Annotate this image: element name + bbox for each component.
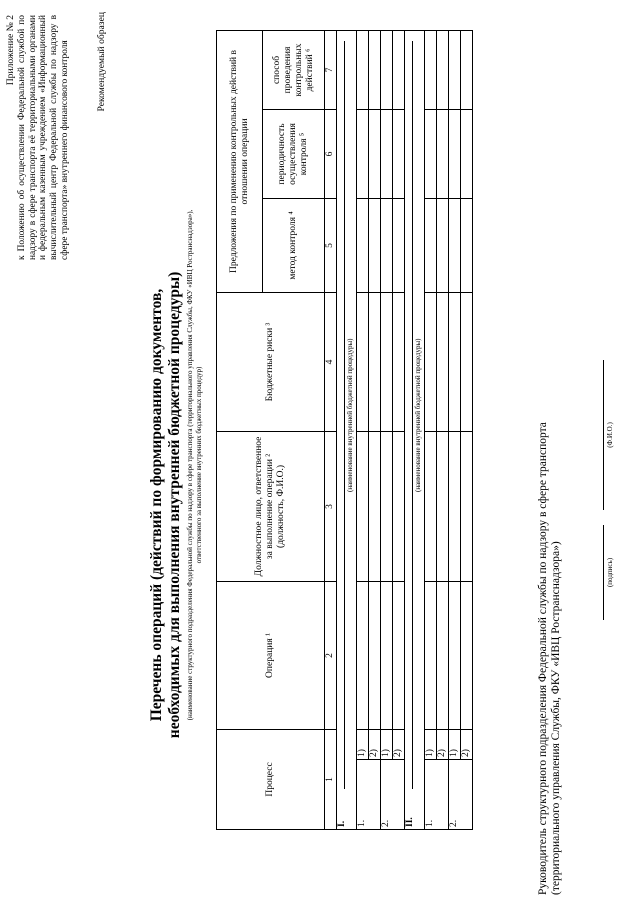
operation-label: 1) bbox=[425, 729, 437, 759]
signatory-title bbox=[537, 335, 563, 895]
header-row-top bbox=[217, 30, 263, 829]
header-proposals: Предложения по применению контрольных действий в отношении операции bbox=[217, 30, 263, 292]
header-risks: Бюджетные риски ³ bbox=[217, 292, 325, 431]
operation-label: 2) bbox=[393, 729, 405, 759]
col-number: 4 bbox=[325, 292, 337, 431]
col-number: 3 bbox=[325, 431, 337, 581]
process-label: 1. bbox=[425, 800, 449, 830]
title-line-2: необходимых для выполнения внутренней бюджетной процедуры) bbox=[166, 271, 183, 739]
signatory-line-2: (территориального управления Службы, ФКУ «ИВЦ Ространснадзора») bbox=[550, 541, 562, 895]
header-way: способ проведения контрольных действий ⁶ bbox=[263, 30, 325, 109]
table-row bbox=[437, 30, 449, 829]
operation-label: 2) bbox=[437, 729, 449, 759]
header-periodicity: периодичность осуществления контроля ⁵ bbox=[263, 109, 325, 198]
process-label: 1. bbox=[357, 800, 381, 830]
header-operation: Операция ¹ bbox=[217, 581, 325, 729]
name-caption: (Ф.И.О.) bbox=[606, 422, 614, 448]
column-numbers-row bbox=[325, 30, 337, 829]
signatory-line-1: Руководитель структурного подразделения Федеральной службы по надзору в сфере транспорта bbox=[537, 422, 549, 895]
table-row bbox=[461, 30, 473, 829]
section-row bbox=[337, 30, 357, 829]
operation-label: 2) bbox=[461, 729, 473, 759]
operation-label: 1) bbox=[381, 729, 393, 759]
section-name-line bbox=[337, 41, 345, 790]
process-label: 2. bbox=[449, 800, 473, 830]
table-row bbox=[357, 30, 369, 829]
appendix-number: Приложение № 2 bbox=[5, 15, 16, 86]
operation-label: 1) bbox=[449, 729, 461, 759]
table-row bbox=[449, 30, 461, 829]
department-caption-line-1: (наименование структурного подразделения Федеральной службы по надзору в сфере транспорта (территориального управления Службы, ФКУ «ИВЦ Ространснадзора»), bbox=[186, 209, 194, 721]
table-row bbox=[425, 30, 437, 829]
section-name-line bbox=[405, 41, 413, 790]
col-number: 2 bbox=[325, 581, 337, 729]
col-number: 1 bbox=[325, 729, 337, 829]
table-row bbox=[393, 30, 405, 829]
section-label: I. bbox=[337, 800, 357, 830]
header-responsible: Должностное лицо, ответственное за выполнение операции ² (должность, Ф.И.О.) bbox=[217, 431, 325, 581]
signature-caption: (подпись) bbox=[606, 557, 614, 588]
sample-label: Рекомендуемый образец bbox=[96, 12, 107, 112]
section-row bbox=[405, 30, 425, 829]
header-method: метод контроля ⁴ bbox=[263, 198, 325, 292]
name-line bbox=[603, 360, 604, 510]
appendix-block bbox=[6, 15, 71, 260]
section-caption: (наименование внутренней бюджетной процедуры) bbox=[414, 338, 422, 493]
operation-label: 2) bbox=[369, 729, 381, 759]
operation-label: 1) bbox=[357, 729, 369, 759]
signature-line bbox=[603, 525, 604, 620]
appendix-text: к Положению об осуществлении Федеральной службой по надзору в сфере транспорта её территориальными органами и федеральным казенным учреждением «Информационный вычислительный центр Федеральной службы по надзору в сфере транспорта» внутреннего финансового контроля bbox=[16, 15, 70, 260]
table-row bbox=[369, 30, 381, 829]
table-row bbox=[381, 30, 393, 829]
process-label: 2. bbox=[381, 800, 405, 830]
col-number: 7 bbox=[325, 30, 337, 109]
department-caption-line-2: ответственного за выполнение внутренних бюджетных процедур) bbox=[194, 366, 203, 564]
col-number: 6 bbox=[325, 109, 337, 198]
section-label: II. bbox=[405, 800, 425, 830]
section-caption: (наименование внутренней бюджетной процедуры) bbox=[346, 338, 354, 493]
col-number: 5 bbox=[325, 198, 337, 292]
department-caption bbox=[186, 120, 203, 810]
page-title bbox=[148, 225, 184, 785]
title-line-1: Перечень операций (действий по формированию документов, bbox=[148, 288, 165, 722]
operations-table bbox=[216, 30, 473, 830]
header-process: Процесс bbox=[217, 729, 325, 829]
